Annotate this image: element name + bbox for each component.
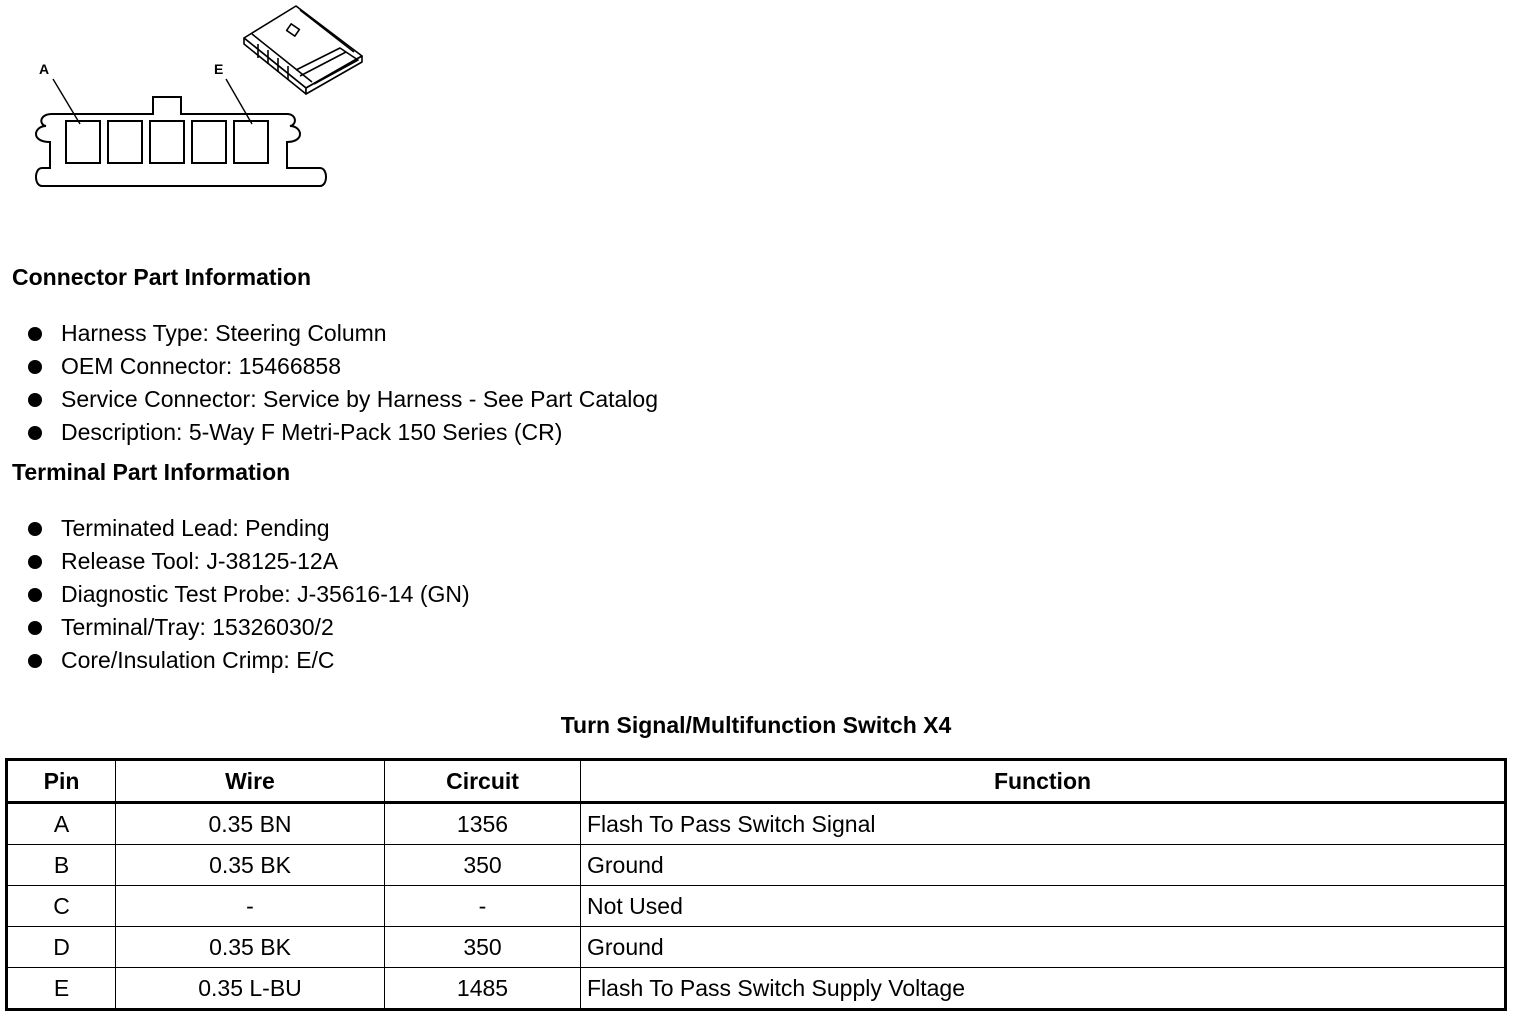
cell-pin: D — [7, 927, 116, 968]
pinout-table — [5, 758, 1507, 1011]
table-row — [7, 886, 1506, 927]
cell-pin: B — [7, 845, 116, 886]
header-pin: Pin — [7, 760, 116, 803]
header-wire: Wire — [116, 760, 385, 803]
header-circuit: Circuit — [385, 760, 581, 803]
cell-wire: 0.35 BN — [116, 803, 385, 845]
table-title: Turn Signal/Multifunction Switch X4 — [560, 712, 952, 738]
cell-pin: A — [7, 803, 116, 845]
pin-label-a: A — [39, 61, 50, 77]
cell-wire: 0.35 L-BU — [116, 968, 385, 1010]
cell-circuit: 350 — [385, 845, 581, 886]
list-item: Release Tool: J-38125-12A — [28, 545, 470, 578]
cell-wire: 0.35 BK — [116, 927, 385, 968]
list-item: Service Connector: Service by Harness - See Part Catalog — [28, 383, 658, 416]
cell-function: Flash To Pass Switch Signal — [581, 803, 1506, 845]
connector-info-title: Connector Part Information — [12, 264, 312, 290]
bullet-icon — [28, 426, 42, 440]
list-item: OEM Connector: 15466858 — [28, 350, 658, 383]
list-item: Harness Type: Steering Column — [28, 317, 658, 350]
cell-function: Flash To Pass Switch Supply Voltage — [581, 968, 1506, 1010]
bullet-icon — [28, 393, 42, 407]
list-item: Description: 5-Way F Metri-Pack 150 Series (CR) — [28, 416, 658, 449]
table-row — [7, 968, 1506, 1010]
cell-circuit: 1485 — [385, 968, 581, 1010]
table-row — [7, 927, 1506, 968]
cell-circuit: 1356 — [385, 803, 581, 845]
bullet-icon — [28, 654, 42, 668]
table-row — [7, 845, 1506, 886]
connector-diagram — [0, 0, 380, 200]
cell-function: Not Used — [581, 886, 1506, 927]
cell-wire: 0.35 BK — [116, 845, 385, 886]
bullet-icon — [28, 522, 42, 536]
connector-face — [36, 79, 326, 186]
bullet-icon — [28, 360, 42, 374]
bullet-icon — [28, 555, 42, 569]
cell-function: Ground — [581, 927, 1506, 968]
table-row — [7, 803, 1506, 845]
table-header-row — [7, 760, 1506, 803]
cell-wire: - — [116, 886, 385, 927]
list-item: Core/Insulation Crimp: E/C — [28, 644, 470, 677]
header-function: Function — [581, 760, 1506, 803]
cell-pin: C — [7, 886, 116, 927]
bullet-icon — [28, 588, 42, 602]
bullet-icon — [28, 327, 42, 341]
list-item: Terminated Lead: Pending — [28, 512, 470, 545]
terminal-info-title: Terminal Part Information — [12, 459, 291, 485]
bullet-icon — [28, 621, 42, 635]
cell-circuit: 350 — [385, 927, 581, 968]
cell-function: Ground — [581, 845, 1506, 886]
connector-3d-sketch — [244, 6, 362, 94]
pin-label-e: E — [214, 61, 224, 77]
connector-info-list — [28, 317, 658, 449]
cell-circuit: - — [385, 886, 581, 927]
list-item: Terminal/Tray: 15326030/2 — [28, 611, 470, 644]
cell-pin: E — [7, 968, 116, 1010]
list-item: Diagnostic Test Probe: J-35616-14 (GN) — [28, 578, 470, 611]
terminal-info-list — [28, 512, 470, 677]
